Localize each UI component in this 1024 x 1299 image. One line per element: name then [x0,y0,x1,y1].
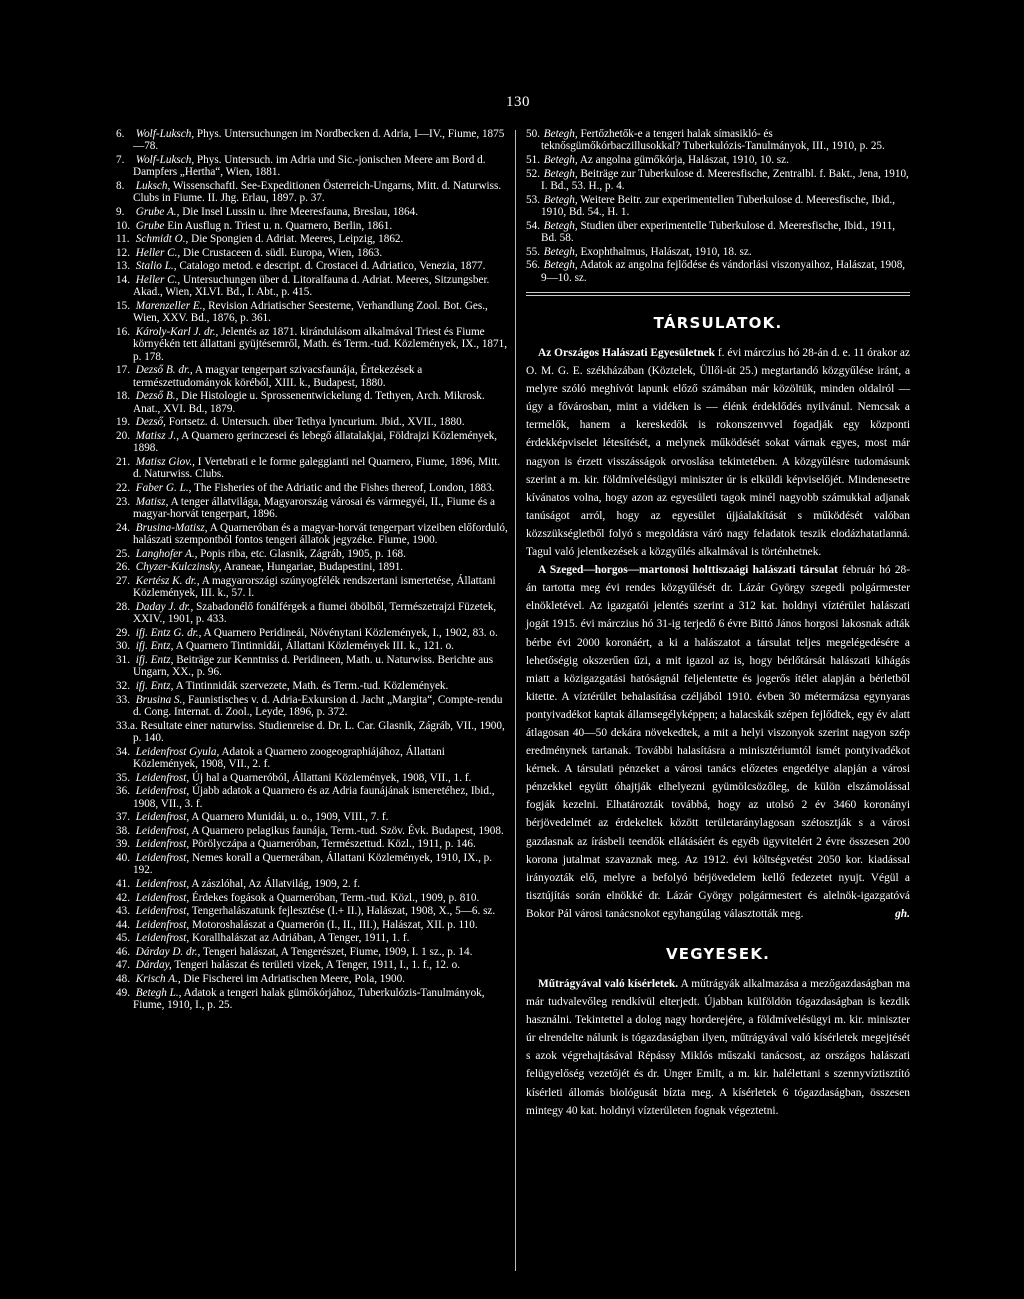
reference-number: 36. [116,785,130,798]
reference-author: Leidenfrost, [135,785,190,798]
reference-number: 6. [116,128,125,140]
reference-author: Matisz Giov., [135,455,195,468]
right-column [526,128,910,1120]
paragraph-orszagos-halaszati [526,344,910,561]
left-column [116,128,508,1013]
reference-number: 37. [116,811,130,824]
paragraph-text: február hó 28-án tartotta meg évi rendes közgyűlését dr. Lázár György szegedi polgármester elnökletével. Az igazgatói jelentés szerint a 312 kat. holdnyi víztérület halászati jogát 1915. évi márczius hó 31-ig terjedő 6 évre Bittó János horgosi lakosnak adták bérbe évi 2000 koronáért, a ki a halászatot a társulat teljes megelégedésére a lehetőségig okszerűen űzi, a mit igazol az is, hogy bérlőtársát halászati kihágás miatt a közigazgatási hatóságnál feljelentette és jogerős ítélet alapján a bérletből kitette. A víztérület behalasítása czéljából 1910. évben 30 métermázsa egynyaras pontyivadékot kaptak államsegélyképpen; a halacskák szépen fejlődtek, egy év alatt átlagosan 40—50 dekára növekedtek, a mit a helyi viszonyok szerint nagyon szép eredménynek tartanak. További halasításra a minisztériumtól ismét pontyivadékot kérnek. A társulati pénzeket a városi tanács előzetes engedélye alapján a városi pénzekkel együtt óhajtják elhelyezni gyümölcsözőleg, de külön elszámolással fogják kezelni. Elhatározták továbbá, hogy az utolsó 2 év 3460 koronányi bérjövedelmét az érdekeltek között területaránylagosan szétosztják s a városi gazdasnak az írásbeli teendők ellátásáért és egyéb ügyvitelért 2 évre összesen 200 korona jutalmat szavaznak meg. Az 1912. évi költségvetést 2050 kor. kiadással irányozták elő, melyre a befolyó bérjövedelem kellő fedezetet nyujt. Végül a tisztújítás során elnökké dr. Lázár György polgármestert és alelnök-igazgatóvá Bokor Pál városi tanácsnokot egyhangúlag választották meg. [526,564,911,920]
reference-text: I Vertebrati e le forme galeggianti nel Quarnero, Fiume, 1896, Mitt. d. Naturwiss. Clubs. [133,455,501,481]
reference-author: Daday J. dr., [135,600,194,613]
reference-item [116,905,508,917]
reference-author: Betegh, [543,128,578,140]
reference-author: Dárday D. dr., [135,945,201,958]
reference-item [116,180,508,205]
paragraph-heading: Az Országos Halászati Egyesületnek [538,347,715,359]
reference-number: 10. [116,219,130,232]
reference-author: Matisz J., [135,429,179,442]
reference-text: Korallhalászat az Adriában, A Tenger, 1911, 1. f. [189,932,410,945]
reference-author: Kertész K. dr., [135,574,200,587]
reference-number: 30. [116,640,130,653]
reference-text: Popis riba, etc. Glasnik, Zágráb, 1905, p. 168. [197,547,406,560]
reference-author: Wolf-Luksch, [135,128,195,140]
reference-number: 41. [116,877,130,890]
reference-item [526,168,910,193]
reference-item [116,959,508,971]
reference-text: Érdekes fogások a Quarneróban, Term.-tud. Közl., 1909, p. 810. [189,891,480,904]
paragraph-heading: Műtrágyával való kísérletek. [538,978,679,990]
reference-number: 32. [116,679,130,692]
reference-text: Újabb adatok a Quarnero és az Adria faunájának ismeretéhez, Ibid., 1908, VII., 3. f. [133,785,495,810]
reference-text: A magyar tengerpart szivacsfaunája, Értekezések a természettudományok köréből, XIII. k., Budapest, 1880. [133,364,423,389]
reference-item [116,892,508,904]
reference-number: 40. [116,851,130,864]
reference-author: Dezső B. dr., [135,364,193,377]
reference-author: Luksch, [135,180,171,192]
reference-number: 19. [116,416,130,429]
reference-text: A tenger állatvilága, Magyarország városai és vármegyéi, II., Fiume és a magyar-horvát tengerpart, 1896. [133,495,495,520]
reference-number: 38. [116,824,130,837]
reference-author: Betegh, [543,193,578,206]
reference-item [116,482,508,494]
reference-text: Adatok a tengeri halak gümőkórjához, Tuberkulózis-Tanulmányok, Fiume, 1910, I., p. 25. [133,986,485,1012]
reference-text: Die Crustaceen d. südl. Europa, Wien, 1863. [180,246,383,259]
reference-item [116,720,508,745]
reference-author: ifj. Entz G. dr., [135,626,202,639]
reference-author: Leidenfrost, [135,838,190,851]
reference-item [116,878,508,890]
reference-text: Szabadonélő fonálférgek a fiumei öbölből, Természetrajzi Füzetek, XXIV., 1901, p. 433. [133,600,497,626]
reference-author: Leidenfrost Gyula, [135,745,220,758]
reference-author: Langhofer A., [135,547,198,560]
reference-item [116,561,508,573]
reference-list-left [116,128,508,1011]
reference-author: Betegh L., [135,986,182,999]
reference-number: 14. [116,273,130,286]
reference-item [116,274,508,299]
reference-author: ifj. Entz, [135,679,174,692]
reference-item [116,694,508,719]
reference-author: Leidenfrost, [135,905,190,918]
page-number: 130 [506,94,530,110]
reference-item [116,785,508,810]
reference-item [116,300,508,325]
reference-item [116,746,508,771]
reference-text: Fortsetz. d. Untersuch. über Tethya lyncurium. Jbid., XVII., 1880. [165,416,465,429]
reference-item [116,548,508,560]
column-divider [515,130,516,1271]
reference-item [116,973,508,985]
reference-list-right [526,128,910,284]
reference-author: Brusina S., [135,693,186,706]
reference-text: Nemes korall a Quernerában, Állattani Közlemények, 1910, IX., p. 192. [133,851,493,877]
reference-text: Catalogo metod. e descript. d. Crostacei d. Adriatico, Venezia, 1877. [176,260,486,273]
reference-author: Leidenfrost, [135,811,190,824]
reference-number: 8. [116,180,125,192]
reference-number: 33. [116,693,130,706]
paragraph-heading: A Szeged—horgos—martonosi holttiszaági halászati társulat [538,564,838,577]
reference-item [116,233,508,245]
reference-number: 17. [116,364,130,377]
reference-item [116,522,508,547]
reference-item [116,154,508,179]
reference-text: Revision Adriatischer Seesterne, Verhandlung Zool. Bot. Ges., Wien, XXV. Bd., 1876, p. 361. [133,299,488,325]
reference-item [526,194,910,219]
reference-text: Die Spongien d. Adriat. Meeres, Leipzig, 1862. [188,233,404,246]
reference-author: Leidenfrost, [135,877,190,890]
paragraph-text: f. évi márczius hó 28-án d. e. 11 órakor az O. M. G. E. székházában (Köztelek, Üllői-út 25.) megtartandó közgyűlése iránt, a melyre szóló meghívót lapunk előző számában már közöltük, minden oldalról — úgy a fővárosban, mint a vidéken is — élénk érdeklődés nyilvánul. Nemcsak a termelők, hanem a kereskedők is rokonszenvvel fogadják egy központi érdekképviselet létesítését, a melynek működését sokat várnak egyes, most már nagyon is érzett visszásságok orvoslása tekintetében. A közgyűlésre tudomásunk szerint a m. kir. földmívelésügyi miniszter úr is elküldi képviselőjét. Mindenesetre kívánatos volna, hogy azon az egyesületi tagok minél nagyobb számukkal adjanak tanúságot arról, hogy az egyesület újjáalakítását s működését valóban közszükségletből folyó s megoldásra váró nagy feladatok teszik elodázhatatlanná. Tagul való jelentkezések a közgyűlés alkalmával is történhetnek. [526,347,910,559]
reference-text: Jelentés az 1871. kirándulásom alkalmával Triest és Fiume környékén tett állattani gyüjtésemről, Math. és Term.-tud. Közlemények, IX., 1871, p. 178. [133,325,508,363]
reference-item [116,772,508,784]
reference-author: Károly-Karl J. dr., [135,325,219,338]
reference-text: A Quarnero pelagikus faunája, Term.-tud. Szöv. Évk. Budapest, 1908. [189,824,504,837]
reference-item [116,987,508,1012]
reference-text: A Quarnero Munidái, u. o., 1909, VIII., 7. f. [189,811,389,824]
reference-text: Adatok az angolna fejlődése és vándorlási viszonyaihoz, Halászat, 1908, 9—10. sz. [541,259,906,284]
reference-text: Resultate einer naturwiss. Studienreise d. Dr. L. Car. Glasnik, Zágráb, VII., 1900, p. 140. [133,719,505,744]
reference-item [116,811,508,823]
reference-item [116,654,508,679]
reference-number: 18. [116,390,130,403]
reference-number: 22. [116,481,130,494]
reference-text: Die Fischerei im Adriatischen Meere, Pola, 1900. [180,973,405,986]
reference-author: Dezső, [135,416,166,429]
reference-author: Leidenfrost, [135,824,190,837]
reference-number: 46. [116,945,130,958]
reference-text: Phys. Untersuch. im Adria und Sic.-jonischen Meere am Bord d. Dampfers „Hertha“, Wien, 1881. [133,154,486,179]
reference-author: Dezső B., [135,390,179,403]
reference-item [116,825,508,837]
reference-number: 47. [116,959,130,972]
reference-item [116,416,508,428]
reference-author: Betegh, [543,154,578,166]
reference-text: Wissenschaftl. See-Expeditionen Österreich-Ungarns, Mitt. d. Naturwiss. Clubs in Fiume. II. Jhg. Erlau, 1897. p. 37. [133,180,502,205]
reference-author: Betegh, [543,259,578,272]
reference-number: 27. [116,574,130,587]
reference-author: Leidenfrost, [135,891,190,904]
reference-text: A zászlóhal, Az Állatvilág, 1909, 2. f. [189,877,361,890]
reference-number: 13. [116,260,130,273]
signature: gh. [895,907,910,920]
reference-author: ifj. Entz, [135,653,174,666]
reference-number: 29. [116,626,130,639]
reference-author: Brusina-Matisz, [135,521,208,534]
reference-item [116,575,508,600]
reference-text: Az angolna gümőkórja, Halászat, 1910, 10. sz. [577,154,789,166]
reference-author: Betegh, [543,167,578,180]
reference-author: Betegh, [543,245,578,258]
reference-number: 54. [526,219,540,232]
reference-number: 21. [116,455,130,468]
paragraph-mutragya [526,975,910,1120]
reference-item [116,627,508,639]
reference-number: 50. [526,128,540,140]
reference-number: 26. [116,561,130,574]
reference-author: Leidenfrost, [135,771,190,784]
reference-item [116,919,508,931]
reference-author: Schmidt O., [135,233,189,246]
reference-text: Fertőzhetők-e a tengeri halak símasikló- és teknősgümőkórbaczillusokkal? Tuberkulózis-Tanulmányok, III., 1910, p. 25. [541,128,885,153]
reference-text: A Quarnero gerinczesei és lebegő állatalakjai, Földrajzi Közlemények, 1898. [133,429,498,455]
reference-number: 20. [116,429,130,442]
reference-item [116,326,508,363]
reference-number: 16. [116,325,130,338]
reference-item [526,246,910,258]
reference-author: Grube [135,219,165,232]
reference-item [116,680,508,692]
reference-text: Adatok a Quarnero zoogeographiájához, Állattani Közlemények, 1908, VII., 2. f. [133,745,445,770]
reference-number: 35. [116,771,130,784]
reference-text: Faunistisches v. d. Adria-Exkursion d. Jacht „Margita“, Compte-rendu d. Cong. Internat. d. Zool., Leyde, 1896, p. 372. [133,693,503,718]
reference-text: Studien über experimentelle Tuberkulose d. Meeresfische, Ibid., 1911, Bd. 58. [541,219,896,244]
reference-item [116,390,508,415]
reference-item [116,601,508,626]
section-title-tarsulatok: TÁRSULATOK. [653,314,783,332]
reference-author: Faber G. L., [135,481,192,494]
reference-author: Grube A., [135,206,180,218]
reference-text: Ein Ausflug n. Triest u. n. Quarnero, Berlin, 1861. [164,219,393,232]
reference-item [116,456,508,481]
reference-item [116,932,508,944]
reference-text: Phys. Untersuchungen im Nordbecken d. Adria, I—IV., Fiume, 1875—78. [133,128,505,153]
reference-text: Pörölyczápa a Quarneróban, Természettud. Közl., 1911, p. 146. [189,838,476,851]
reference-text: Beiträge zur Tuberkulose d. Meeresfische, Zentralbl. f. Bakt., Jena, 1910, I. Bd., 53. H., p. 4. [541,167,909,192]
reference-author: Betegh, [543,219,578,232]
reference-text: Motoroshalászat a Quarnerón (I., II., III.), Halászat, XII. p. 110. [189,918,478,931]
reference-number: 28. [116,600,130,613]
reference-author: Leidenfrost, [135,932,190,945]
reference-item [116,640,508,652]
reference-number: 15. [116,299,130,312]
reference-text: A Quarnero Peridineái, Növénytani Közlemények, I., 1902, 83. o. [201,626,498,639]
reference-author: Leidenfrost, [135,918,190,931]
reference-text: A Tintinnidák szervezete, Math. és Term.-tud. Közlemények. [173,679,449,692]
reference-item [526,259,910,284]
reference-item [116,206,508,218]
reference-text: The Fisheries of the Adriatic and the Fishes thereof, London, 1883. [191,481,495,494]
reference-item [116,128,508,153]
reference-author: Marenzeller E., [135,299,206,312]
reference-item [526,220,910,245]
reference-text: Beiträge zur Kenntniss d. Peridineen, Math. u. Naturwiss. Berichte aus Ungarn, XX., p. 96. [133,653,494,679]
reference-number: 33.a. [116,719,138,732]
reference-item [116,260,508,272]
reference-text: Tengeri halászat és területi vizek, A Tenger, 1911, I., 1. f., 12. o. [171,959,461,972]
reference-text: A Quarnero Tintinnidái, Állattani Közlemények III. k., 121. o. [173,640,454,653]
reference-item [116,247,508,259]
reference-text: Die Insel Lussin u. ihre Meeresfauna, Breslau, 1864. [179,206,419,218]
reference-author: Dárday, [135,959,172,972]
reference-text: Die Histologie u. Sprossenentwickelung d. Tethyen, Arch. Mikrosk. Anat., XVI. Bd., 1879. [133,390,485,415]
reference-number: 55. [526,245,540,258]
reference-author: Chyzer-Kulczinsky, [135,561,222,574]
reference-number: 7. [116,154,125,166]
reference-number: 56. [526,259,540,272]
reference-number: 52. [526,167,540,180]
reference-author: Heller C., [135,273,181,286]
reference-item [116,852,508,877]
reference-number: 9. [116,206,125,218]
reference-number: 39. [116,838,130,851]
reference-item [116,364,508,389]
reference-item [526,154,910,166]
reference-number: 51. [526,154,540,166]
section-divider [526,292,910,296]
reference-author: Stalio L., [135,260,177,273]
reference-number: 25. [116,547,130,560]
reference-number: 53. [526,193,540,206]
reference-item [116,946,508,958]
reference-author: Krisch A., [135,973,181,986]
reference-text: A magyarországi szúnyogfélék rendszertani ismertetése, Állattani Közlemények, III. k., 57. l. [133,574,496,600]
reference-text: Weitere Beitr. zur experimentellen Tuberkulose d. Meeresfische, Ibid., 1910, Bd. 54., H. 1. [541,193,895,218]
reference-number: 45. [116,932,130,945]
reference-number: 11. [116,233,130,246]
reference-number: 49. [116,986,130,999]
reference-text: A Quarneróban és a magyar-horvát tengerpart vizeiben előforduló, halászati szempontból fontos tengeri állatok jegyzéke. Fiume, 1900. [133,521,508,546]
reference-number: 23. [116,495,130,508]
reference-text: Új hal a Quarneróból, Állattani Közlemények, 1908, VII., 1. f. [189,771,472,784]
reference-author: Wolf-Luksch, [135,154,195,166]
reference-author: Matisz, [135,495,169,508]
reference-number: 48. [116,973,130,986]
reference-number: 24. [116,521,130,534]
reference-number: 34. [116,745,130,758]
reference-number: 43. [116,905,130,918]
paragraph-szeged-horgos [526,561,910,923]
reference-number: 12. [116,246,130,259]
reference-item [116,220,508,232]
reference-item [116,430,508,455]
reference-item [116,838,508,850]
reference-item [116,496,508,521]
section-title-vegyesek: VEGYESEK. [665,945,771,963]
reference-text: Exophthalmus, Halászat, 1910, 18. sz. [577,245,752,258]
reference-text: Tengeri halászat, A Tengerészet, Fiume, 1909, I. 1 sz., p. 14. [200,945,473,958]
reference-number: 31. [116,653,130,666]
reference-author: Leidenfrost, [135,851,190,864]
reference-item [526,128,910,153]
reference-number: 42. [116,891,130,904]
reference-author: ifj. Entz, [135,640,174,653]
reference-text: Tengerhalászatunk fejlesztése (I.+ II.), Halászat, 1908, X., 5—6. sz. [189,905,496,918]
reference-author: Heller C., [135,246,181,259]
reference-number: 44. [116,918,130,931]
paragraph-text: A műtrágyák alkalmazása a mezőgazdaságban ma már tudvalevőleg rendkívül elterjedt. Újabban külföldön tógazdaságban is kezdik használni. Tekintettel a dolog nagy horderejére, a földmívelésügyi m. kir. miniszter úr elrendelte nálunk is tógazdaságban ilyen, műtrágyával való kísérletek megejtését s azok végrehajtásával Répássy Miklós műszaki tanácsost, az országos halászati felügyelőség vezetőjét és dr. Unger Emilt, a m. kir. halélettani s szennyvíztisztító kísérleti állomás biológusát bízta meg. A kísérletek 6 tógazdaságban, összesen mintegy 40 kat. holdnyi vízterületen fognak végeztetni. [526,978,910,1117]
reference-text: Untersuchungen über d. Litoralfauna d. Adriat. Meeres, Sitzungsber. Akad., Wien, XLVI. Bd., I. Abt., p. 415. [133,273,490,299]
reference-text: Araneae, Hungariae, Budapestini, 1891. [221,561,404,574]
